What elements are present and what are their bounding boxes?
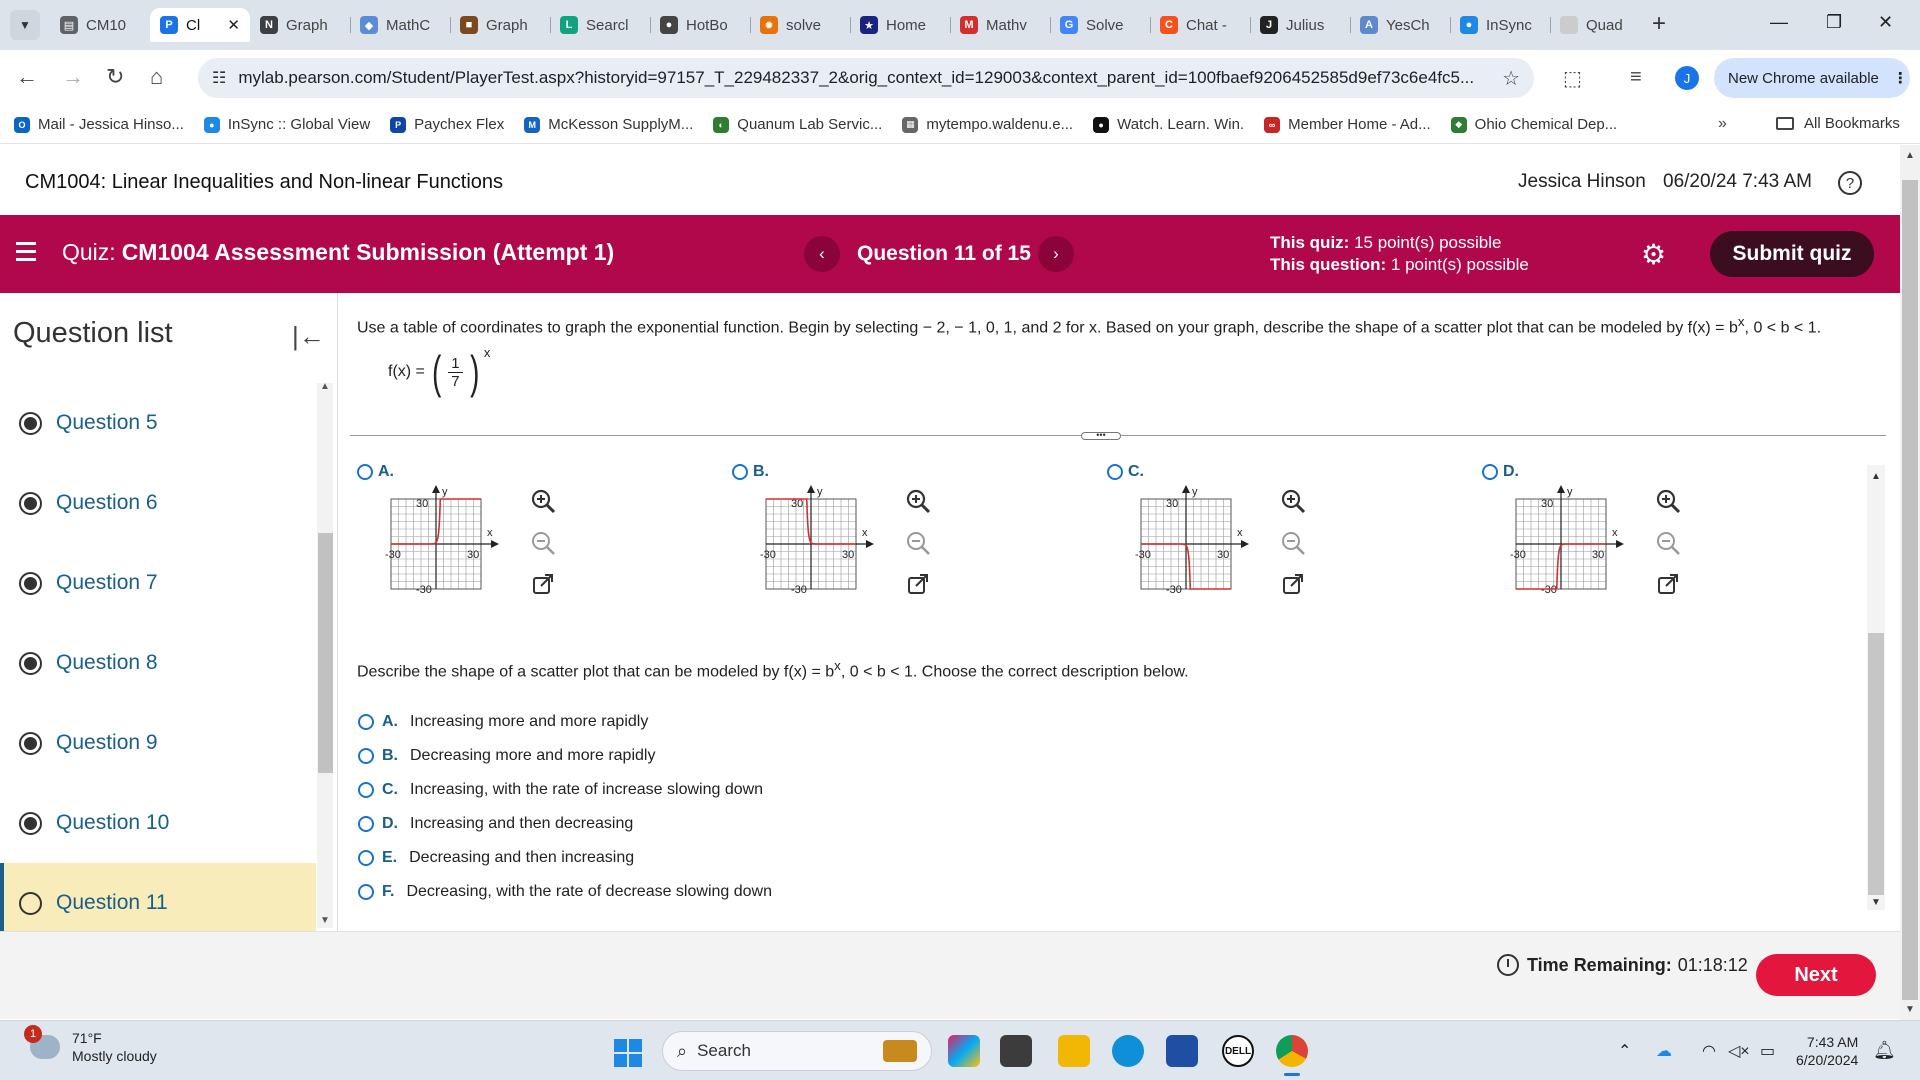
mathway-icon: M — [960, 16, 978, 34]
question-list-item[interactable] — [0, 783, 316, 863]
radio-button[interactable] — [358, 816, 374, 832]
dell-icon[interactable]: DELL — [1222, 1035, 1254, 1067]
file-explorer-icon[interactable] — [1058, 1035, 1090, 1067]
x-axis-arrow — [866, 540, 874, 548]
browser-tab[interactable] — [150, 8, 250, 42]
y-min-tick: -30 — [416, 584, 432, 593]
bookmark-item[interactable] — [902, 116, 1073, 133]
cloud-icon — [29, 1028, 60, 1059]
answer-text: Decreasing more and more rapidly — [410, 747, 656, 764]
zoom-in-icon[interactable] — [1279, 487, 1307, 515]
question-list-label: Question 10 — [56, 811, 170, 834]
box-icon: ■ — [460, 16, 478, 34]
x-min-tick: -30 — [760, 549, 776, 561]
tab-list — [50, 8, 1650, 42]
content-scroll-up-icon[interactable]: ▲ — [1871, 471, 1881, 482]
function-expression: f(x) = ( $\frac{1}{7}$ ) x — [388, 344, 491, 398]
browser-tab[interactable] — [750, 8, 850, 42]
bookmark-favicon-icon: ● — [204, 117, 220, 133]
question-list-label: Question 9 — [56, 731, 158, 754]
zoom-in-icon[interactable] — [904, 487, 932, 515]
address-bar[interactable] — [198, 58, 1534, 98]
question-points: 1 point(s) possible — [1390, 255, 1529, 274]
close-tab-icon[interactable]: ✕ — [227, 17, 240, 34]
x-min-tick: -30 — [385, 549, 401, 561]
extensions-icon[interactable]: ⬚ — [1563, 68, 1582, 90]
graph-choice-label[interactable] — [1482, 463, 1519, 481]
quiz-banner — [0, 215, 1900, 293]
answered-indicator-icon — [19, 412, 42, 435]
hotbot-icon: ● — [660, 16, 678, 34]
x-axis-label: x — [1612, 527, 1618, 539]
browser-tab[interactable] — [650, 8, 750, 42]
quiz-points: 15 point(s) possible — [1354, 233, 1502, 252]
exponential-graph — [1510, 483, 1640, 593]
zoom-out-icon[interactable] — [529, 529, 557, 557]
previous-question-button[interactable]: ‹ — [804, 236, 840, 272]
course-title: CM1004: Linear Inequalities and Non-linear Functions — [25, 171, 504, 193]
bookmark-favicon-icon: ▦ — [902, 117, 918, 133]
scroll-up-icon[interactable]: ▲ — [320, 381, 330, 392]
fraction-denominator: 7 — [451, 372, 460, 390]
question-area — [340, 293, 1900, 931]
student-name: Jessica Hinson — [1518, 171, 1646, 192]
tab-title: Graph — [286, 16, 328, 34]
windows-start-icon[interactable] — [614, 1039, 642, 1067]
gear-site-icon: ✹ — [760, 16, 778, 34]
bookmark-favicon-icon: ◐ — [713, 117, 729, 133]
page-header — [0, 145, 1900, 215]
x-axis-arrow — [1241, 540, 1249, 548]
graph-choice[interactable] — [732, 463, 932, 613]
radio-button[interactable] — [358, 714, 374, 730]
restore-icon[interactable]: ❐ — [1826, 12, 1843, 32]
weather-widget[interactable] — [30, 1029, 157, 1065]
tab-title: CM10 — [86, 16, 127, 34]
next-question-button[interactable]: › — [1038, 236, 1074, 272]
fraction-numerator: 1 — [448, 355, 462, 373]
quiz-footer — [0, 931, 1900, 1019]
question-exponent: x — [1737, 314, 1745, 329]
tab-title: Home — [886, 16, 927, 34]
browser-tab[interactable] — [550, 8, 650, 42]
settings-gear-icon[interactable]: ⚙ — [1641, 239, 1667, 270]
divider-resize-handle[interactable]: ••• — [1081, 432, 1121, 440]
answer-text: Increasing more and more rapidly — [410, 713, 649, 730]
bookmark-list — [14, 116, 1637, 133]
answer-text: Increasing and then decreasing — [410, 815, 634, 832]
graph-choice-letter: D. — [1503, 463, 1519, 480]
y-axis-arrow — [432, 485, 440, 493]
question-list-item[interactable] — [0, 463, 316, 543]
answer-option[interactable] — [358, 773, 772, 807]
x-axis-label: x — [487, 527, 493, 539]
folder-icon — [1776, 117, 1794, 130]
new-chrome-available-button[interactable] — [1714, 58, 1910, 98]
browser-tab[interactable] — [1350, 8, 1450, 42]
points-info — [1270, 232, 1529, 276]
insync-icon: ● — [1460, 16, 1478, 34]
tab-search-button[interactable]: ▼ — [10, 10, 40, 40]
question-list-title: Question list — [13, 317, 173, 349]
submit-quiz-button[interactable]: Submit quiz — [1710, 231, 1874, 277]
browser-tab[interactable] — [50, 8, 150, 42]
fraction — [448, 355, 462, 390]
question-list-label: Question 7 — [56, 571, 158, 594]
y-min-tick: -30 — [1166, 584, 1182, 593]
radio-button[interactable] — [1482, 464, 1498, 480]
answer-option[interactable] — [358, 841, 772, 875]
y-axis-label: y — [1567, 486, 1573, 498]
tab-title: Searcl — [586, 16, 629, 34]
new-tab-button[interactable]: + — [1652, 10, 1667, 37]
bookmark-label: Mail - Jessica Hinso... — [38, 116, 184, 133]
notification-bell-icon[interactable]: 🔔︎ — [1873, 1040, 1896, 1060]
question-points-label: This question: — [1270, 255, 1387, 274]
next-button[interactable]: Next — [1756, 954, 1876, 996]
question-list-item[interactable] — [0, 703, 316, 783]
bookmark-item[interactable] — [390, 116, 504, 133]
bookmark-item[interactable] — [204, 116, 370, 133]
zoom-out-icon[interactable] — [1279, 529, 1307, 557]
page-scroll-down-icon[interactable]: ▼ — [1905, 1004, 1915, 1015]
clock-time: 7:43 AM — [1806, 1034, 1859, 1050]
describe-tail: , 0 < b < 1. Choose the correct description below. — [840, 663, 1189, 681]
more-menu-icon[interactable]: ⋮ — [1892, 70, 1908, 87]
question-text — [357, 314, 1821, 337]
time-remaining — [1497, 954, 1748, 976]
radio-button[interactable] — [358, 850, 374, 866]
taskbar-search[interactable] — [662, 1031, 932, 1071]
y-axis-label: y — [1192, 486, 1198, 498]
bookmarks-bar — [0, 106, 1920, 144]
bookmark-favicon-icon: M — [524, 117, 540, 133]
search-highlight-icon — [883, 1040, 917, 1062]
bookmark-item[interactable] — [524, 116, 693, 133]
unanswered-indicator-icon — [19, 892, 42, 915]
clock-date: 6/20/2024 — [1796, 1052, 1859, 1068]
graph-choice-letter: A. — [378, 463, 394, 480]
question-tail: , 0 < b < 1. — [1744, 319, 1822, 337]
tab-title: Solve — [1086, 16, 1124, 34]
browser-toolbar — [0, 50, 1920, 106]
reload-button[interactable]: ↻ — [106, 64, 125, 89]
bookmark-favicon-icon: P — [390, 117, 406, 133]
tab-title: YesCh — [1386, 16, 1430, 34]
bookmark-label: Quanum Lab Servic... — [737, 116, 883, 133]
browser-tab[interactable] — [1450, 8, 1550, 42]
bookmark-label: InSync :: Global View — [227, 116, 371, 133]
cloud-sync-icon[interactable]: ☁ — [1656, 1043, 1672, 1060]
question-list-item[interactable] — [0, 543, 316, 623]
bookmark-label: mytempo.waldenu.e... — [926, 116, 1074, 133]
question-list-label: Question 8 — [56, 651, 158, 674]
bookmark-item[interactable] — [14, 116, 184, 133]
graph-icon: N — [260, 16, 278, 34]
answer-letter: C. — [382, 781, 398, 798]
tab-title: solve — [786, 16, 822, 34]
date-time: 06/20/24 7:43 AM — [1663, 171, 1812, 192]
radio-button[interactable] — [358, 884, 374, 900]
browser-tab[interactable] — [950, 8, 1050, 42]
answered-indicator-icon — [19, 652, 42, 675]
question-list-label: Question 6 — [56, 491, 158, 514]
bookmark-label: Member Home - Ad... — [1288, 116, 1431, 133]
browser-tab[interactable] — [350, 8, 450, 42]
exponential-graph — [1135, 483, 1265, 593]
y-max-tick: 30 — [416, 498, 429, 510]
tab-title: Quad — [1586, 16, 1623, 34]
bookmark-favicon-icon: ◆ — [1451, 117, 1467, 133]
function-lhs: f(x) = — [388, 363, 425, 380]
browser-tab[interactable] — [450, 8, 550, 42]
answer-option[interactable] — [358, 739, 772, 773]
bookmark-item[interactable] — [713, 116, 882, 133]
y-axis-arrow — [807, 485, 815, 493]
browser-tab[interactable] — [850, 8, 950, 42]
julius-icon: J — [1260, 16, 1278, 34]
answer-option[interactable] — [358, 875, 772, 909]
graph-choice-label[interactable] — [357, 463, 394, 481]
zoom-out-icon[interactable] — [904, 529, 932, 557]
graph-choice-label[interactable] — [1107, 463, 1144, 481]
y-min-tick: -30 — [791, 584, 807, 593]
battery-icon[interactable]: ▭ — [1760, 1043, 1776, 1060]
open-external-icon[interactable] — [529, 571, 557, 599]
show-hidden-icons[interactable]: ⌃ — [1618, 1043, 1632, 1060]
answer-letter: A. — [382, 713, 398, 730]
x-axis-label: x — [862, 527, 868, 539]
task-view-icon[interactable] — [1000, 1035, 1032, 1067]
x-min-tick: -30 — [1510, 549, 1526, 561]
google-icon: G — [1060, 16, 1078, 34]
graph-choice-letter: C. — [1128, 463, 1144, 480]
question-list-label: Question 11 — [56, 891, 168, 914]
x-axis-arrow — [491, 540, 499, 548]
clock-icon — [1497, 954, 1519, 976]
blank-icon — [1560, 16, 1578, 34]
forward-button[interactable]: → — [62, 64, 84, 89]
zoom-in-icon[interactable] — [529, 487, 557, 515]
radio-button[interactable] — [358, 748, 374, 764]
scroll-down-icon[interactable]: ▼ — [320, 915, 330, 926]
collapse-panel-icon[interactable]: |← — [292, 321, 325, 351]
function-exponent: x — [483, 344, 491, 360]
bookmark-favicon-icon: ∞ — [1264, 117, 1280, 133]
notification-badge: 1 — [24, 1025, 42, 1043]
bookmarks-overflow-icon[interactable]: » — [1718, 115, 1727, 132]
chrome-icon[interactable] — [1276, 1035, 1308, 1067]
bookmark-star-icon[interactable]: ☆ — [1502, 67, 1520, 90]
new-chrome-label: New Chrome available — [1728, 69, 1879, 87]
graph-choice[interactable] — [1107, 463, 1307, 613]
open-external-icon[interactable] — [1279, 571, 1307, 599]
y-axis-arrow — [1557, 485, 1565, 493]
tab-title: Graph — [486, 16, 528, 34]
answered-indicator-icon — [19, 492, 42, 515]
answer-text: Increasing, with the rate of increase slowing down — [410, 781, 764, 798]
answer-letter: F. — [382, 883, 395, 900]
radio-button[interactable] — [357, 464, 373, 480]
math-icon: ◆ — [360, 16, 378, 34]
describe-prompt — [357, 658, 1189, 681]
bookmark-favicon-icon: O — [14, 117, 30, 133]
radio-button[interactable] — [358, 782, 374, 798]
graph-choice[interactable] — [357, 463, 557, 613]
open-external-icon[interactable] — [904, 571, 932, 599]
home-button[interactable]: ⌂ — [150, 64, 164, 89]
media-control-icon[interactable]: ≡ — [1630, 66, 1642, 88]
exponential-graph — [760, 483, 890, 593]
taskbar-clock[interactable] — [1796, 1033, 1858, 1069]
x-min-tick: -30 — [1135, 549, 1151, 561]
question-list-item[interactable] — [0, 383, 316, 463]
url-text[interactable]: mylab.pearson.com/Student/PlayerTest.aspx?historyid=97157_T_229482337_2&orig_context_id=129003&context_parent_id=100fbaef9206452585d9ef73c6e4fc5... — [238, 68, 1475, 87]
windows-taskbar — [0, 1020, 1920, 1080]
page-scrollbar-thumb[interactable] — [1902, 180, 1918, 1000]
tab-title: Chat - — [1186, 16, 1227, 34]
chat-icon: C — [1160, 16, 1178, 34]
close-window-icon[interactable]: ✕ — [1878, 12, 1894, 32]
bookmark-item[interactable] — [1093, 116, 1244, 133]
y-axis-arrow — [1182, 485, 1190, 493]
tab-title: InSync — [1486, 16, 1532, 34]
y-min-tick: -30 — [1541, 584, 1557, 593]
bookmark-label: Watch. Learn. Win. — [1117, 116, 1245, 133]
y-max-tick: 30 — [791, 498, 804, 510]
answer-letter: D. — [382, 815, 398, 832]
graph-choice-label[interactable] — [732, 463, 769, 481]
answer-text: Decreasing and then increasing — [409, 849, 635, 866]
bookmark-label: McKesson SupplyM... — [548, 116, 694, 133]
bookmark-label: Paychex Flex — [414, 116, 505, 133]
all-bookmarks-label: All Bookmarks — [1804, 115, 1900, 132]
answer-text: Decreasing, with the rate of decrease slowing down — [406, 883, 772, 900]
time-label: Time Remaining: — [1527, 954, 1672, 975]
bookmark-item[interactable] — [1451, 116, 1618, 133]
y-max-tick: 30 — [1166, 498, 1179, 510]
menu-icon[interactable] — [16, 242, 36, 266]
tab-title: HotBo — [686, 16, 728, 34]
question-list-label: Question 5 — [56, 411, 158, 434]
taskbar-search-label: Search — [697, 1041, 751, 1060]
document-icon: ▤ — [60, 16, 78, 34]
page-scroll-up-icon[interactable]: ▲ — [1905, 150, 1915, 161]
zoom-in-icon[interactable] — [1654, 487, 1682, 515]
y-axis-label: y — [442, 486, 448, 498]
x-max-tick: 30 — [1217, 549, 1230, 561]
answer-option[interactable] — [358, 807, 772, 841]
x-axis-label: x — [1237, 527, 1243, 539]
tab-title: Mathv — [986, 16, 1027, 34]
volume-muted-icon[interactable]: ◁× — [1728, 1043, 1750, 1060]
describe-body: Describe the shape of a scatter plot that can be modeled by f(x) = b — [357, 663, 835, 681]
radio-button[interactable] — [1107, 464, 1123, 480]
question-body: Use a table of coordinates to graph the exponential function. Begin by selecting − 2, − 1, 0, 1, and 2 for x. Based on your graph, describe the shape of a scatter plot that can be modeled by f(x) = b — [357, 319, 1738, 337]
pearson-icon: P — [160, 16, 178, 34]
bookmark-favicon-icon: ● — [1093, 117, 1109, 133]
browser-tab[interactable] — [1550, 8, 1650, 42]
open-external-icon[interactable] — [1654, 571, 1682, 599]
store-icon[interactable] — [1166, 1035, 1198, 1067]
minimize-icon[interactable]: — — [1770, 12, 1788, 32]
question-list — [0, 383, 316, 943]
question-counter: Question 11 of 15 — [857, 242, 1031, 265]
bookmark-label: Ohio Chemical Dep... — [1474, 116, 1618, 133]
quiz-name: CM1004 Assessment Submission (Attempt 1) — [121, 239, 615, 265]
profile-avatar[interactable]: J — [1675, 66, 1699, 90]
question-list-panel — [0, 293, 338, 931]
question-list-item[interactable] — [0, 623, 316, 703]
temperature: 71°F — [72, 1030, 102, 1046]
describe-exponent: x — [834, 658, 841, 673]
all-bookmarks-button[interactable] — [1776, 115, 1900, 132]
answer-choices — [358, 705, 772, 909]
quiz-title — [62, 239, 614, 266]
answered-indicator-icon — [19, 572, 42, 595]
search-icon: ⌕ — [677, 1040, 688, 1061]
content-scrollbar-thumb[interactable] — [1868, 633, 1884, 895]
time-value: 01:18:12 — [1677, 954, 1748, 975]
yesch-icon: A — [1360, 16, 1378, 34]
tab-title: MathC — [386, 16, 431, 34]
x-max-tick: 30 — [1592, 549, 1605, 561]
graph-choice-letter: B. — [753, 463, 769, 480]
answered-indicator-icon — [19, 732, 42, 755]
star-site-icon: ★ — [860, 16, 878, 34]
browser-tab[interactable] — [1250, 8, 1350, 42]
search-site-icon: L — [560, 16, 578, 34]
y-max-tick: 30 — [1541, 498, 1554, 510]
radio-button[interactable] — [732, 464, 748, 480]
graph-choice[interactable] — [1482, 463, 1682, 613]
quiz-points-label: This quiz: — [1270, 233, 1350, 252]
quiz-prefix: Quiz: — [62, 239, 116, 265]
help-icon[interactable]: ? — [1838, 171, 1862, 195]
x-max-tick: 30 — [467, 549, 480, 561]
weather-condition: Mostly cloudy — [72, 1048, 157, 1064]
answer-letter: B. — [382, 747, 398, 764]
x-axis-arrow — [1616, 540, 1624, 548]
browser-tab[interactable] — [1050, 8, 1150, 42]
copilot-icon[interactable] — [948, 1035, 980, 1067]
wifi-icon[interactable]: ◠ — [1702, 1043, 1716, 1060]
tab-title: Cl — [186, 16, 201, 34]
y-axis-label: y — [817, 486, 823, 498]
browser-tab[interactable] — [250, 8, 350, 42]
answer-letter: E. — [382, 849, 398, 866]
x-max-tick: 30 — [842, 549, 855, 561]
bookmark-item[interactable] — [1264, 116, 1431, 133]
answer-option[interactable] — [358, 705, 772, 739]
tab-title: Julius — [1286, 16, 1325, 34]
content-scroll-down-icon[interactable]: ▼ — [1871, 897, 1881, 908]
exponential-graph — [385, 483, 515, 593]
edge-icon[interactable] — [1112, 1035, 1144, 1067]
browser-tab[interactable] — [1150, 8, 1250, 42]
back-button[interactable]: ← — [16, 64, 38, 89]
site-info-icon[interactable]: ☷ — [212, 70, 227, 87]
browser-tab-strip — [0, 0, 1920, 50]
sidebar-scrollbar-thumb[interactable] — [318, 533, 333, 773]
zoom-out-icon[interactable] — [1654, 529, 1682, 557]
answered-indicator-icon — [19, 812, 42, 835]
